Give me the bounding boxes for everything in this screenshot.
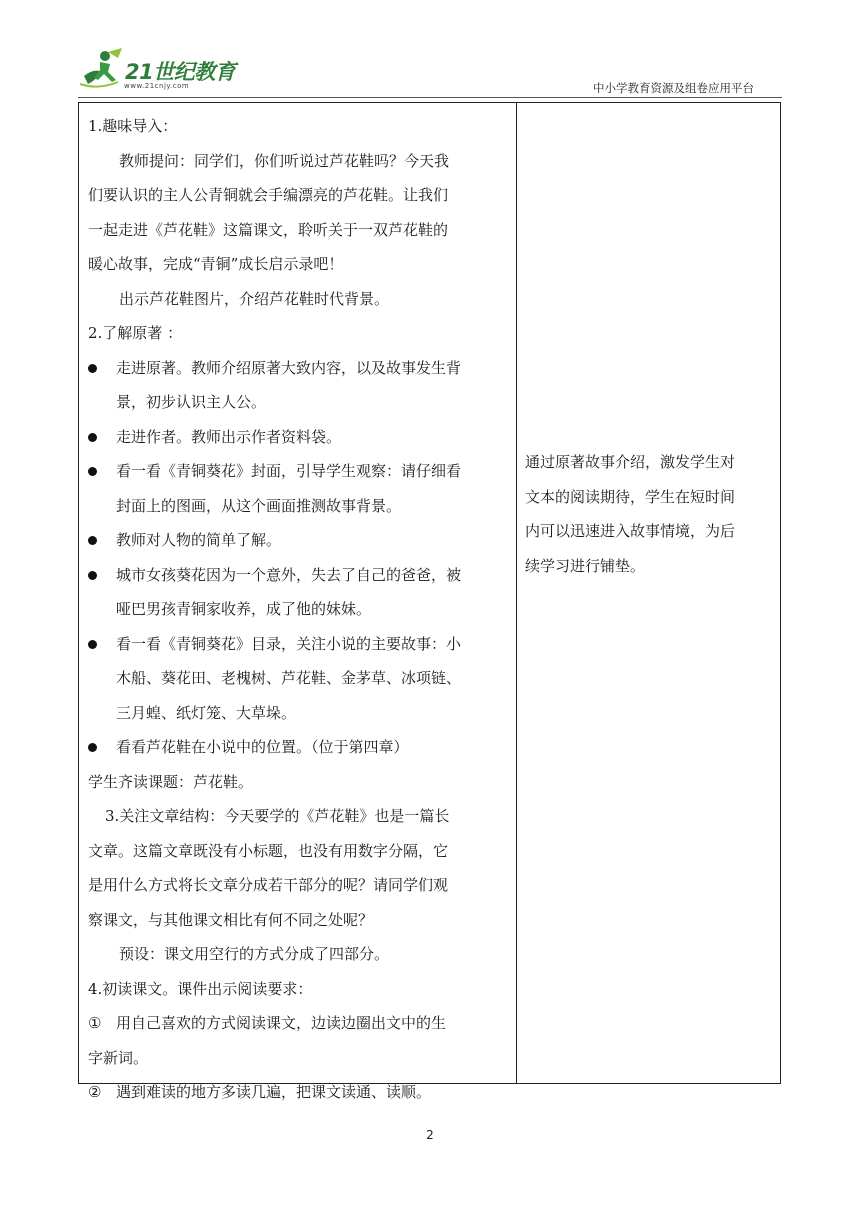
text-line [88, 661, 508, 696]
line-text: 字新词。 [88, 1048, 149, 1067]
line-text: 哑巴男孩青铜家收养，成了他的妹妹。 [116, 600, 372, 618]
line-text: 城市女孩葵花因为一个意外，失去了自己的爸爸，被 [116, 565, 462, 584]
text-line [88, 213, 508, 248]
line-text: 3.关注文章结构：今天要学的《芦花鞋》也是一篇长 [105, 807, 450, 825]
text-line [88, 1006, 508, 1041]
bullet-icon [88, 433, 97, 442]
text-line [88, 903, 508, 938]
bullet-item [88, 454, 508, 489]
text-line [88, 144, 508, 179]
header-divider [78, 97, 782, 98]
text-line [88, 489, 508, 524]
text-line [88, 316, 508, 351]
line-text: 是用什么方式将长文章分成若干部分的呢？请同学们观 [88, 876, 449, 894]
bullet-icon [88, 536, 97, 545]
text-line [88, 696, 508, 731]
line-text: 出示芦花鞋图片，介绍芦花鞋时代背景。 [119, 289, 390, 308]
logo-text: 21世纪教育 [125, 60, 236, 84]
line-text: 教师提问：同学们，你们听说过芦花鞋吗？今天我 [119, 151, 450, 170]
line-text: 三月蝗、纸灯笼、大草垛。 [116, 703, 297, 722]
design-intent-line: 文本的阅读期待，学生在短时间 [525, 487, 736, 506]
bullet-item [88, 351, 508, 386]
line-text: 封面上的图画，从这个画面推测故事背景。 [116, 496, 402, 515]
line-text: 学生齐读课题：芦花鞋。 [88, 772, 254, 791]
design-intent-line: 内可以迅速进入故事情境，为后 [525, 522, 736, 540]
line-text: 看一看《青铜葵花》封面，引导学生观察：请仔细看 [116, 462, 462, 480]
column-divider [516, 103, 517, 1083]
list-marker: ② [88, 1083, 102, 1101]
bullet-icon [88, 743, 97, 752]
line-text: 4.初读课文。课件出示阅读要求： [88, 979, 313, 998]
text-line [88, 765, 508, 800]
line-text: 2.了解原著 ： [88, 324, 183, 342]
text-line [88, 972, 508, 1007]
line-text: 遇到难读的地方多读几遍，把课文读通、读顺。 [116, 1083, 432, 1101]
text-line [88, 937, 508, 972]
text-line [88, 592, 508, 627]
text-line [88, 1075, 508, 1110]
line-text: 们要认识的主人公青铜就会手编漂亮的芦花鞋。让我们 [88, 186, 449, 204]
bullet-item [88, 420, 508, 455]
teaching-process-cell [88, 109, 508, 1110]
bullet-item [88, 627, 508, 662]
line-text: 1.趣味导入： [88, 117, 178, 135]
line-text: 一起走进《芦花鞋》这篇课文，聆听关于一双芦花鞋的 [88, 220, 449, 239]
page-header [78, 44, 782, 98]
line-text: 暖心故事，完成“青铜”成长启示录吧！ [88, 255, 344, 273]
logo [78, 46, 248, 94]
bullet-icon [88, 640, 97, 649]
runner-logo-icon [78, 46, 124, 92]
line-text: 文章。这篇文章既没有小标题，也没有用数字分隔，它 [88, 841, 449, 860]
line-text: 走进原著。教师介绍原著大致内容，以及故事发生背 [116, 358, 462, 377]
bullet-icon [88, 571, 97, 580]
bullet-icon [88, 364, 97, 373]
line-text: 预设：课文用空行的方式分成了四部分。 [119, 945, 390, 963]
design-intent-line: 续学习进行铺垫。 [525, 556, 646, 575]
line-text: 用自己喜欢的方式阅读课文，边读边圈出文中的生 [116, 1014, 447, 1032]
design-intent-cell [525, 445, 775, 583]
list-marker: ① [88, 1014, 102, 1032]
bullet-item [88, 523, 508, 558]
page-number: 2 [426, 1128, 434, 1142]
line-text: 看一看《青铜葵花》目录，关注小说的主要故事：小 [116, 634, 462, 653]
logo-url: www.21cnjy.com [124, 82, 190, 90]
text-line [88, 834, 508, 869]
bullet-item [88, 730, 508, 765]
line-text: 走进作者。教师出示作者资料袋。 [116, 427, 342, 446]
text-line [88, 868, 508, 903]
bullet-icon [88, 467, 97, 476]
text-line [88, 282, 508, 317]
line-text: 看看芦花鞋在小说中的位置。（位于第四章） [116, 738, 409, 756]
lesson-table [78, 102, 781, 1101]
platform-name: 中小学教育资源及组卷应用平台 [593, 81, 754, 95]
line-text: 木船、葵花田、老槐树、芦花鞋、金茅草、冰项链、 [116, 669, 462, 687]
text-line [88, 178, 508, 213]
line-text: 教师对人物的简单了解。 [116, 531, 282, 549]
text-line [88, 247, 508, 282]
bullet-item [88, 558, 508, 593]
design-intent-line: 通过原著故事介绍，激发学生对 [525, 453, 736, 471]
line-text: 景，初步认识主人公。 [116, 393, 267, 411]
text-line [88, 385, 508, 420]
line-text: 察课文，与其他课文相比有何不同之处呢？ [88, 910, 374, 929]
text-line [88, 799, 508, 834]
text-line [88, 109, 508, 144]
text-line [88, 1041, 508, 1076]
